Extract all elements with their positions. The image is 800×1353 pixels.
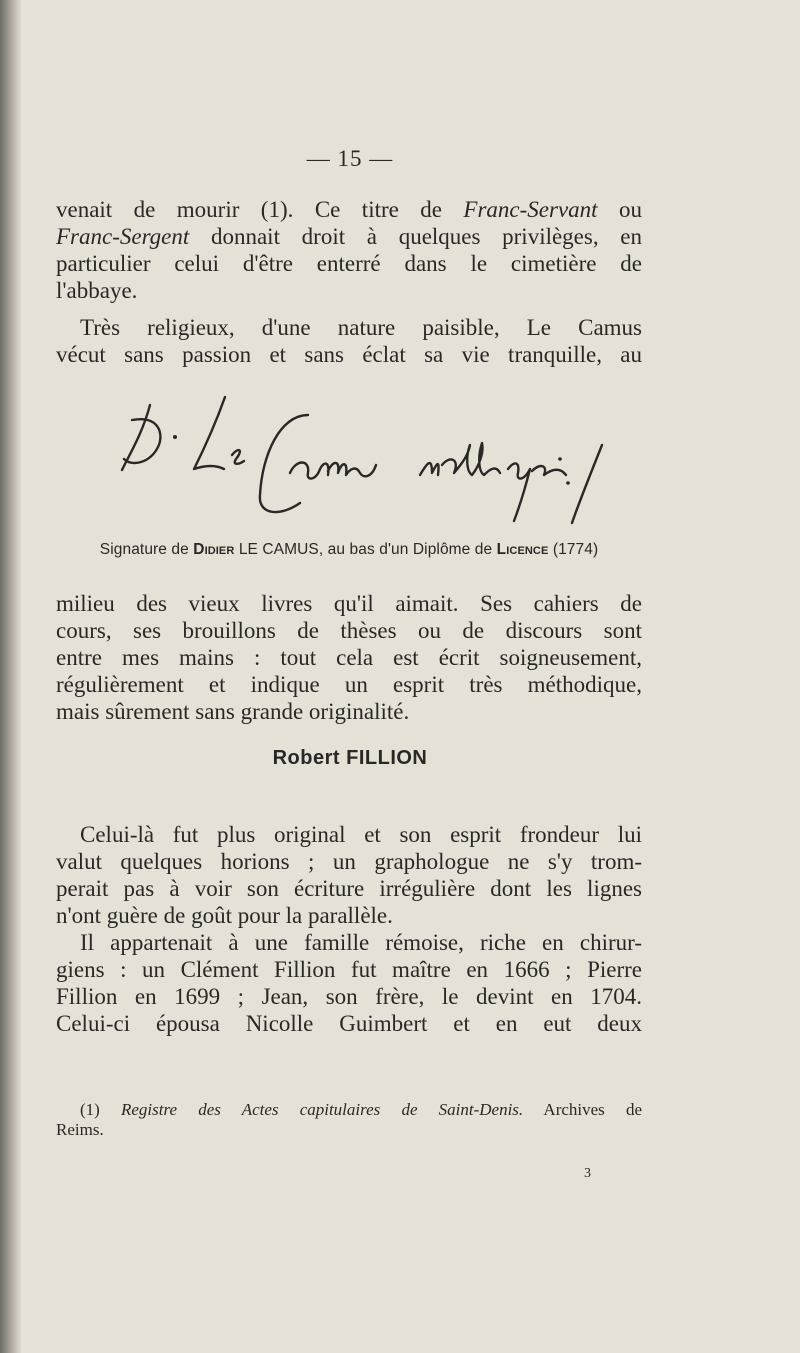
text-line: vécut sans passion et sans éclat sa vie tranquille, au [56, 342, 642, 367]
text-line: n'ont guère de goût pour la parallèle. [56, 903, 393, 928]
text-line: Très religieux, d'une nature paisible, Le Camus [80, 315, 642, 340]
text-line: Franc-Sergent donnait droit à quelques privilèges, en [56, 224, 642, 249]
paragraph-3 [56, 590, 642, 725]
paragraph-1 [56, 196, 642, 304]
text-line: entre mes mains : tout cela est écrit soigneusement, [56, 645, 642, 670]
text-line: giens : un Clément Fillion fut maître en 1666 ; Pierre [56, 957, 642, 982]
book-binding-shadow [0, 0, 22, 1353]
paragraph-2 [56, 314, 642, 368]
signature-caption: Signature de Didier LE CAMUS, au bas d'un Diplôme de Licence (1774) [99, 541, 599, 558]
text-line: mais sûrement sans grande originalité. [56, 699, 410, 724]
page-number: — 15 — [306, 146, 394, 171]
text-line: perait pas à voir son écriture irrégulière dont les lignes [56, 876, 642, 901]
italic-term: Franc-Sergent [56, 224, 190, 249]
handwritten-signature [120, 385, 650, 535]
signature-mark: 3 [584, 1166, 591, 1181]
text-line: particulier celui d'être enterré dans le cimetière de [56, 251, 642, 276]
paragraph-4 [56, 821, 642, 929]
text-line: régulièrement et indique un esprit très méthodique, [56, 672, 642, 697]
text-line: cours, ses brouillons de thèses ou de discours sont [56, 618, 642, 643]
text-line: (1) Registre des Actes capitulaires de Saint-Denis. Archives de [80, 1100, 642, 1119]
text-line: venait de mourir (1). Ce titre de Franc-Servant ou [56, 197, 642, 222]
paragraph-5 [56, 929, 642, 1037]
text-line: Celui-ci épousa Nicolle Guimbert et en eut deux [56, 1011, 642, 1036]
text-line: Fillion en 1699 ; Jean, son frère, le devint en 1704. [56, 984, 642, 1009]
footnote [56, 1100, 642, 1140]
text-line: Il appartenait à une famille rémoise, riche en chirur- [80, 930, 642, 955]
text-line: valut quelques horions ; un graphologue ne s'y trom- [56, 849, 642, 874]
text-line: Reims. [56, 1120, 104, 1139]
text-line: l'abbaye. [56, 278, 138, 303]
italic-title: Registre des Actes capitulaires de Saint-Denis. [121, 1100, 524, 1119]
section-heading: Robert FILLION [272, 747, 428, 769]
italic-term: Franc-Servant [463, 197, 598, 222]
text-line: Celui-là fut plus original et son esprit frondeur lui [80, 822, 642, 847]
text-line: milieu des vieux livres qu'il aimait. Ses cahiers de [56, 591, 642, 616]
